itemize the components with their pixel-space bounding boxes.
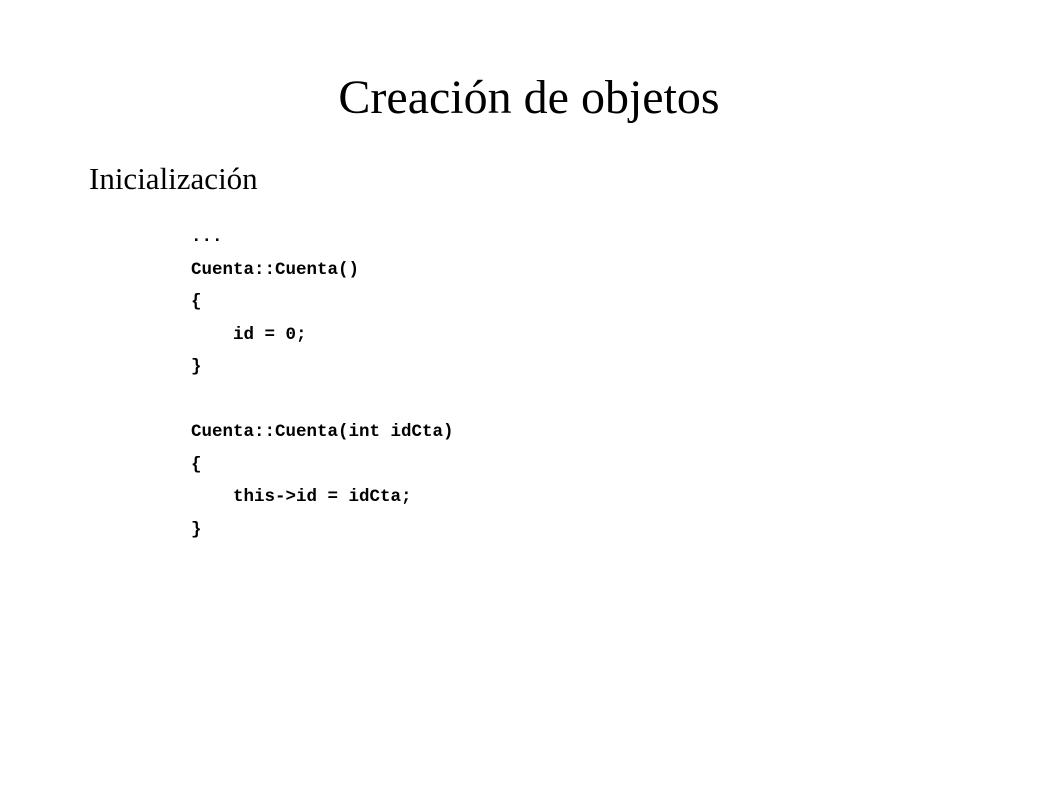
code-line-open-brace: {	[191, 454, 202, 475]
code-line-open-brace: {	[191, 292, 202, 312]
code-line-ellipsis: ...	[191, 227, 223, 247]
code-line-default-constructor-signature: Cuenta::Cuenta()	[191, 259, 360, 280]
code-line-close-brace: }	[191, 357, 202, 377]
code-line-this-id-assignment: this->id = idCta;	[191, 487, 412, 507]
code-line-param-constructor-signature: Cuenta::Cuenta(int idCta)	[191, 422, 454, 442]
slide-subtitle: Inicialización	[89, 161, 258, 196]
slide-title: Creación de objetos	[338, 71, 720, 124]
code-block	[191, 221, 454, 546]
code-line-id-assignment: id = 0;	[191, 324, 307, 345]
code-line-blank	[191, 384, 454, 417]
code-line-close-brace: }	[191, 519, 202, 540]
